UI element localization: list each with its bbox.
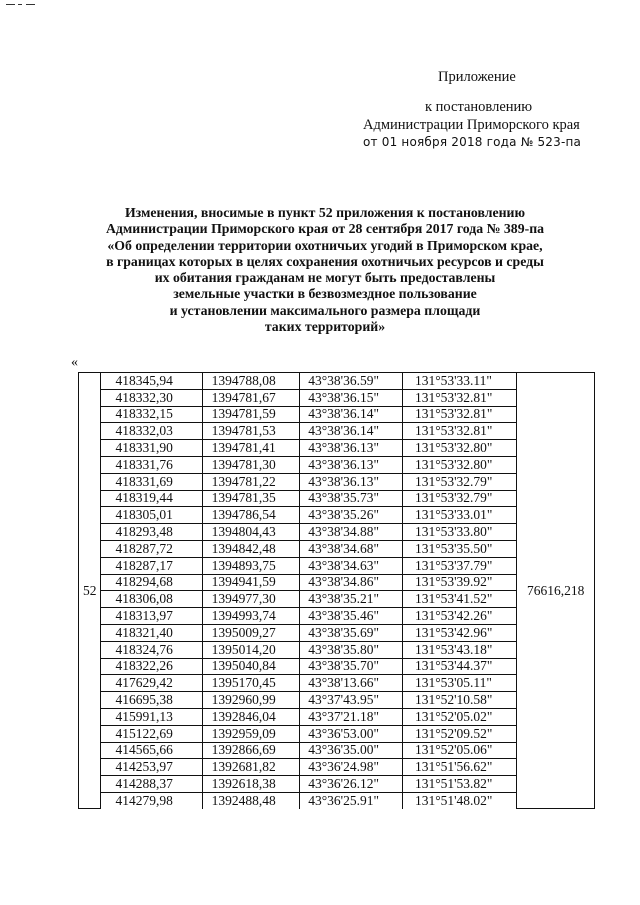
longitude-cell: 131°53'32.79" [402,473,516,490]
x-coordinate-cell: 418322,26 [101,658,202,675]
coordinates-table [78,372,595,809]
latitude-cell: 43°38'35.69" [300,624,403,641]
latitude-cell: 43°38'36.13" [300,456,403,473]
heading-line: в границах которых в целях сохранения охотничьих ресурсов и среды [106,253,544,269]
longitude-cell: 131°51'56.62" [402,759,516,776]
x-coordinate-cell: 418287,17 [101,557,202,574]
x-coordinate-cell: 414565,66 [101,742,202,759]
longitude-cell: 131°53'05.11" [402,675,516,692]
longitude-cell: 131°52'10.58" [402,692,516,709]
x-coordinate-cell: 414288,37 [101,776,202,793]
longitude-cell: 131°53'37.79" [402,557,516,574]
y-coordinate-cell: 1392681,82 [202,759,300,776]
latitude-cell: 43°36'24.98" [300,759,403,776]
longitude-cell: 131°53'32.80" [402,456,516,473]
x-coordinate-cell: 418287,72 [101,540,202,557]
latitude-cell: 43°38'36.13" [300,473,403,490]
latitude-cell: 43°38'34.68" [300,540,403,557]
y-coordinate-cell: 1395040,84 [202,658,300,675]
latitude-cell: 43°38'36.15" [300,389,403,406]
latitude-cell: 43°36'25.91" [300,792,403,808]
x-coordinate-cell: 418332,15 [101,406,202,423]
x-coordinate-cell: 416695,38 [101,692,202,709]
heading-line: «Об определении территории охотничьих угодий в Приморском крае, [107,237,543,253]
x-coordinate-cell: 418324,76 [101,641,202,658]
y-coordinate-cell: 1392960,99 [202,692,300,709]
latitude-cell: 43°38'36.14" [300,423,403,440]
longitude-cell: 131°52'09.52" [402,725,516,742]
y-coordinate-cell: 1395170,45 [202,675,300,692]
latitude-cell: 43°38'35.80" [300,641,403,658]
heading-line: их обитания гражданам не могут быть предоставлены [154,270,496,286]
longitude-cell: 131°53'42.26" [402,608,516,625]
y-coordinate-cell: 1392959,09 [202,725,300,742]
x-coordinate-cell: 414253,97 [101,759,202,776]
longitude-cell: 131°53'32.81" [402,406,516,423]
heading-line: таких территорий» [264,319,386,335]
latitude-cell: 43°38'35.21" [300,591,403,608]
y-coordinate-cell: 1392846,04 [202,708,300,725]
x-coordinate-cell: 418331,90 [101,440,202,457]
longitude-cell: 131°53'32.79" [402,490,516,507]
area-cell: 76616,218 [517,373,595,809]
longitude-cell: 131°53'41.52" [402,591,516,608]
y-coordinate-cell: 1394781,22 [202,473,300,490]
longitude-cell: 131°53'43.18" [402,641,516,658]
appendix-date-number-line: от 01 ноября 2018 года № 523-па [363,135,582,149]
y-coordinate-cell: 1394781,35 [202,490,300,507]
x-coordinate-cell: 414279,98 [101,792,202,808]
x-coordinate-cell: 418321,40 [101,624,202,641]
latitude-cell: 43°38'36.59" [300,373,403,390]
table-row [79,373,595,390]
y-coordinate-cell: 1394941,59 [202,574,300,591]
appendix-header [0,0,640,180]
latitude-cell: 43°38'36.14" [300,406,403,423]
heading-line: земельные участки в безвозмездное пользование [173,286,477,302]
heading-line: и установлении максимального размера площади [169,302,481,318]
appendix-reference-line: к постановлению [425,99,533,115]
latitude-cell: 43°38'36.13" [300,440,403,457]
x-coordinate-cell: 418306,08 [101,591,202,608]
longitude-cell: 131°53'33.11" [402,373,516,390]
x-coordinate-cell: 418294,68 [101,574,202,591]
y-coordinate-cell: 1392866,69 [202,742,300,759]
longitude-cell: 131°53'42.96" [402,624,516,641]
x-coordinate-cell: 418332,30 [101,389,202,406]
x-coordinate-cell: 418345,94 [101,373,202,390]
y-coordinate-cell: 1394781,59 [202,406,300,423]
y-coordinate-cell: 1394781,30 [202,456,300,473]
y-coordinate-cell: 1394781,53 [202,423,300,440]
longitude-cell: 131°53'32.80" [402,440,516,457]
latitude-cell: 43°38'35.26" [300,507,403,524]
latitude-cell: 43°37'21.18" [300,708,403,725]
y-coordinate-cell: 1394788,08 [202,373,300,390]
document-heading [60,205,590,335]
longitude-cell: 131°52'05.06" [402,742,516,759]
x-coordinate-cell: 415122,69 [101,725,202,742]
longitude-cell: 131°53'32.81" [402,389,516,406]
y-coordinate-cell: 1394993,74 [202,608,300,625]
x-coordinate-cell: 418331,69 [101,473,202,490]
item-number-cell: 52 [79,373,101,809]
longitude-cell: 131°53'39.92" [402,574,516,591]
y-coordinate-cell: 1394893,75 [202,557,300,574]
latitude-cell: 43°36'35.00" [300,742,403,759]
heading-line: Изменения, вносимые в пункт 52 приложения к постановлению [124,205,526,220]
coordinates-table-body [79,373,595,809]
y-coordinate-cell: 1394781,67 [202,389,300,406]
x-coordinate-cell: 417629,42 [101,675,202,692]
longitude-cell: 131°53'33.80" [402,524,516,541]
longitude-cell: 131°51'53.82" [402,776,516,793]
y-coordinate-cell: 1392488,48 [202,792,300,808]
longitude-cell: 131°52'05.02" [402,708,516,725]
longitude-cell: 131°51'48.02" [402,792,516,808]
latitude-cell: 43°38'34.63" [300,557,403,574]
longitude-cell: 131°53'33.01" [402,507,516,524]
latitude-cell: 43°38'34.86" [300,574,403,591]
latitude-cell: 43°38'35.73" [300,490,403,507]
y-coordinate-cell: 1395014,20 [202,641,300,658]
appendix-authority-line: Администрации Приморского края [363,117,580,133]
latitude-cell: 43°38'35.46" [300,608,403,625]
x-coordinate-cell: 418293,48 [101,524,202,541]
x-coordinate-cell: 418305,01 [101,507,202,524]
y-coordinate-cell: 1394786,54 [202,507,300,524]
appendix-title: Приложение [438,69,516,85]
latitude-cell: 43°36'26.12" [300,776,403,793]
longitude-cell: 131°53'35.50" [402,540,516,557]
x-coordinate-cell: 418313,97 [101,608,202,625]
latitude-cell: 43°38'35.70" [300,658,403,675]
y-coordinate-cell: 1394977,30 [202,591,300,608]
latitude-cell: 43°38'34.88" [300,524,403,541]
latitude-cell: 43°38'13.66" [300,675,403,692]
y-coordinate-cell: 1392618,38 [202,776,300,793]
y-coordinate-cell: 1394781,41 [202,440,300,457]
opening-quote-mark: « [71,355,78,370]
x-coordinate-cell: 418319,44 [101,490,202,507]
y-coordinate-cell: 1394842,48 [202,540,300,557]
x-coordinate-cell: 418331,76 [101,456,202,473]
longitude-cell: 131°53'44.37" [402,658,516,675]
y-coordinate-cell: 1395009,27 [202,624,300,641]
heading-line: Администрации Приморского края от 28 сентября 2017 года № 389-па [105,221,545,237]
latitude-cell: 43°37'43.95" [300,692,403,709]
y-coordinate-cell: 1394804,43 [202,524,300,541]
x-coordinate-cell: 415991,13 [101,708,202,725]
x-coordinate-cell: 418332,03 [101,423,202,440]
latitude-cell: 43°36'53.00" [300,725,403,742]
longitude-cell: 131°53'32.81" [402,423,516,440]
